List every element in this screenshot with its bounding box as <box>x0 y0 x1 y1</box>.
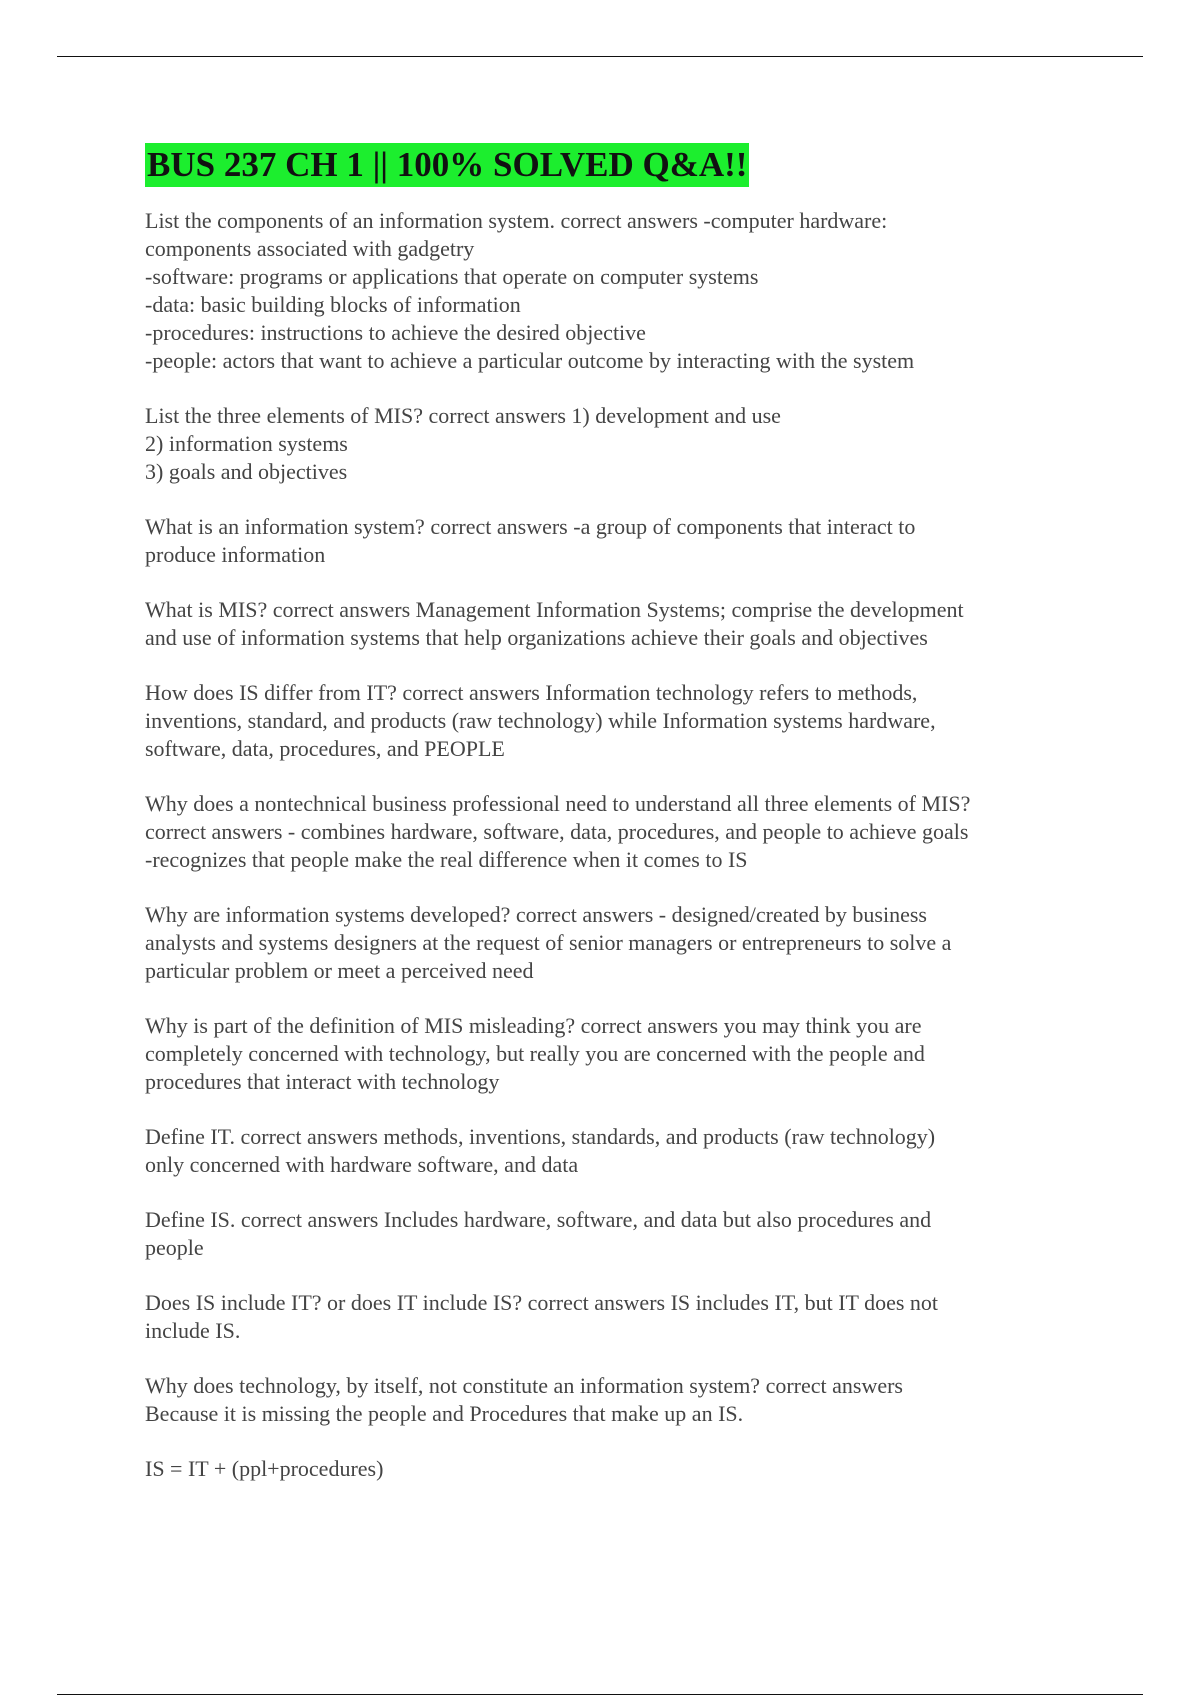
page-top-rule <box>57 56 1143 57</box>
qa-entry <box>145 1123 1075 1179</box>
page-bottom-rule <box>57 1694 1143 1695</box>
qa-entry <box>145 1455 1075 1483</box>
qa-text-line: 2) information systems <box>145 431 348 456</box>
qa-text-line: Define IT. correct answers methods, inventions, standards, and products (raw technology) <box>145 1124 936 1149</box>
qa-text-line: Define IS. correct answers Includes hardware, software, and data but also procedures and <box>145 1207 932 1232</box>
qa-entry <box>145 1206 1075 1262</box>
qa-text-line: -data: basic building blocks of information <box>145 292 521 317</box>
qa-entry <box>145 1012 1075 1096</box>
qa-entry <box>145 1372 1075 1428</box>
document-body <box>145 143 1075 1510</box>
qa-text-line: software, data, procedures, and PEOPLE <box>145 736 505 761</box>
qa-text-line: particular problem or meet a perceived need <box>145 958 534 983</box>
qa-text-line: completely concerned with technology, but really you are concerned with the people and <box>145 1041 925 1066</box>
qa-entry <box>145 1289 1075 1345</box>
qa-entry <box>145 596 1075 652</box>
qa-text-line: analysts and systems designers at the request of senior managers or entrepreneurs to solve a <box>145 930 952 955</box>
qa-text-line: inventions, standard, and products (raw technology) while Information systems hardware, <box>145 708 936 733</box>
qa-text-line: and use of information systems that help organizations achieve their goals and objectives <box>145 625 928 650</box>
document-title: BUS 237 CH 1 || 100% SOLVED Q&A!! <box>145 143 749 187</box>
qa-text-line: Why are information systems developed? correct answers - designed/created by business <box>145 902 927 927</box>
qa-text-line: 3) goals and objectives <box>145 459 348 484</box>
qa-text-line: IS = IT + (ppl+procedures) <box>145 1456 384 1481</box>
qa-text-line: -software: programs or applications that operate on computer systems <box>145 264 759 289</box>
qa-text-line: Why does a nontechnical business professional need to understand all three elements of MIS? <box>145 791 971 816</box>
qa-text-line: List the components of an information system. correct answers -computer hardware: <box>145 208 888 233</box>
qa-text-line: Because it is missing the people and Procedures that make up an IS. <box>145 1401 744 1426</box>
qa-text-line: -people: actors that want to achieve a particular outcome by interacting with the system <box>145 348 915 373</box>
qa-text-line: correct answers - combines hardware, software, data, procedures, and people to achieve goals <box>145 819 969 844</box>
qa-entry <box>145 402 1075 486</box>
qa-text-line: include IS. <box>145 1318 241 1343</box>
qa-text-line: What is an information system? correct answers -a group of components that interact to <box>145 514 916 539</box>
qa-text-line: Does IS include IT? or does IT include IS? correct answers IS includes IT, but IT does not <box>145 1290 939 1315</box>
qa-text-line: -procedures: instructions to achieve the desired objective <box>145 320 646 345</box>
qa-text-line: Why does technology, by itself, not constitute an information system? correct answers <box>145 1373 903 1398</box>
qa-entry <box>145 207 1075 375</box>
qa-entry <box>145 679 1075 763</box>
qa-text-line: people <box>145 1235 204 1260</box>
qa-text-line: What is MIS? correct answers Management Information Systems; comprise the development <box>145 597 964 622</box>
qa-entry <box>145 790 1075 874</box>
qa-text-line: Why is part of the definition of MIS misleading? correct answers you may think you are <box>145 1013 922 1038</box>
qa-entry <box>145 513 1075 569</box>
qa-text-line: components associated with gadgetry <box>145 236 475 261</box>
qa-text-line: How does IS differ from IT? correct answers Information technology refers to methods, <box>145 680 918 705</box>
qa-text-line: produce information <box>145 542 326 567</box>
qa-entry <box>145 901 1075 985</box>
qa-text-line: only concerned with hardware software, and data <box>145 1152 579 1177</box>
qa-text-line: -recognizes that people make the real difference when it comes to IS <box>145 847 748 872</box>
qa-list <box>145 207 1075 1483</box>
qa-text-line: List the three elements of MIS? correct answers 1) development and use <box>145 403 781 428</box>
qa-text-line: procedures that interact with technology <box>145 1069 500 1094</box>
